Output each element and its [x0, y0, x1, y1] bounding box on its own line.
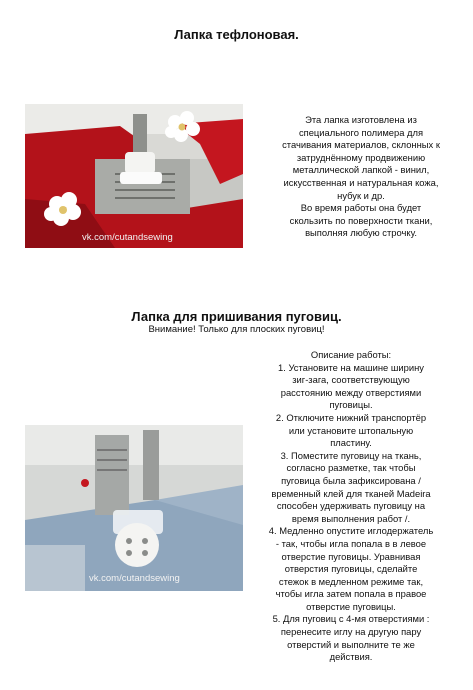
text-line: стежок в медленном режиме так, — [278, 575, 424, 587]
text-line: отверстия пуговицы, сделайте — [284, 563, 418, 575]
text-line: 5. Для пуговиц с 4-мя отверстиями : — [272, 613, 430, 625]
teflon-foot-photo — [25, 104, 243, 248]
text-line: или установите штопальную — [288, 424, 414, 436]
text-line: пуговицы. — [329, 399, 373, 411]
text-line: металлической лапкой - винил, — [292, 164, 430, 176]
text-line: специального полимера для — [298, 126, 424, 138]
text-line: нубук и др. — [337, 189, 385, 201]
text-line: искусственная и натуральная кожа, — [283, 176, 439, 188]
section2-instructions — [228, 349, 473, 664]
text-line: затруднённому продвижению — [296, 151, 426, 163]
text-line: расстоянию между отверстиями — [280, 386, 422, 398]
text-line: согласно разметке, так чтобы — [286, 462, 416, 474]
text-line: 3. Поместите пуговицу на ткань, — [280, 449, 422, 461]
text-line: Эта лапка изготовлена из — [305, 114, 417, 125]
text-line: пластину. — [330, 437, 372, 449]
section1-description — [250, 114, 472, 240]
text-line: временный клей для тканей Madeira — [271, 487, 431, 499]
section1-title: Лапка тефлоновая. — [174, 27, 299, 42]
text-line: Во время работы она будет — [300, 202, 422, 214]
watermark: vk.com/cutandsewing — [82, 232, 173, 243]
button-foot-illustration — [25, 425, 243, 591]
teflon-foot-illustration — [25, 104, 243, 248]
watermark: vk.com/cutandsewing — [89, 573, 180, 584]
text-line: отверстий и выполните те же — [287, 638, 415, 650]
text-line: зиг-зага, соответствующую — [292, 374, 410, 386]
text-line: - так, чтобы игла попала в в левое — [275, 537, 427, 549]
text-line: 2. Отключите нижний транспортёр — [275, 411, 427, 423]
text-line: стачивания материалов, склонных к — [282, 139, 440, 151]
text-line: 4. Медленно опустите иглодержатель — [268, 525, 434, 537]
text-line: отверстие пуговицы. Уравнивая — [281, 550, 421, 562]
text-line: способен удерживать пуговицу на — [276, 500, 426, 512]
text-line: выполняя любую строчку. — [305, 227, 417, 239]
text-line: скользить по поверхности ткани, — [289, 214, 433, 226]
text-line: отверстие пуговицы. — [306, 600, 396, 612]
text-line: действия. — [329, 651, 373, 663]
text-line: 1. Установите на машине ширину — [278, 361, 424, 373]
section2-note: Внимание! Только для плоских пуговиц! — [148, 324, 325, 335]
text-line: время выполнения работ /. — [291, 512, 411, 524]
text-line: чтобы игла затем попала в правое — [275, 588, 427, 600]
text-line: пуговица была зафиксирована / — [281, 474, 421, 486]
section2-title: Лапка для пришивания пуговиц. — [131, 309, 342, 324]
text-line: перенесите иглу на другую пару — [280, 626, 422, 638]
button-foot-photo — [25, 425, 243, 591]
text-line: Описание работы: — [310, 349, 392, 360]
